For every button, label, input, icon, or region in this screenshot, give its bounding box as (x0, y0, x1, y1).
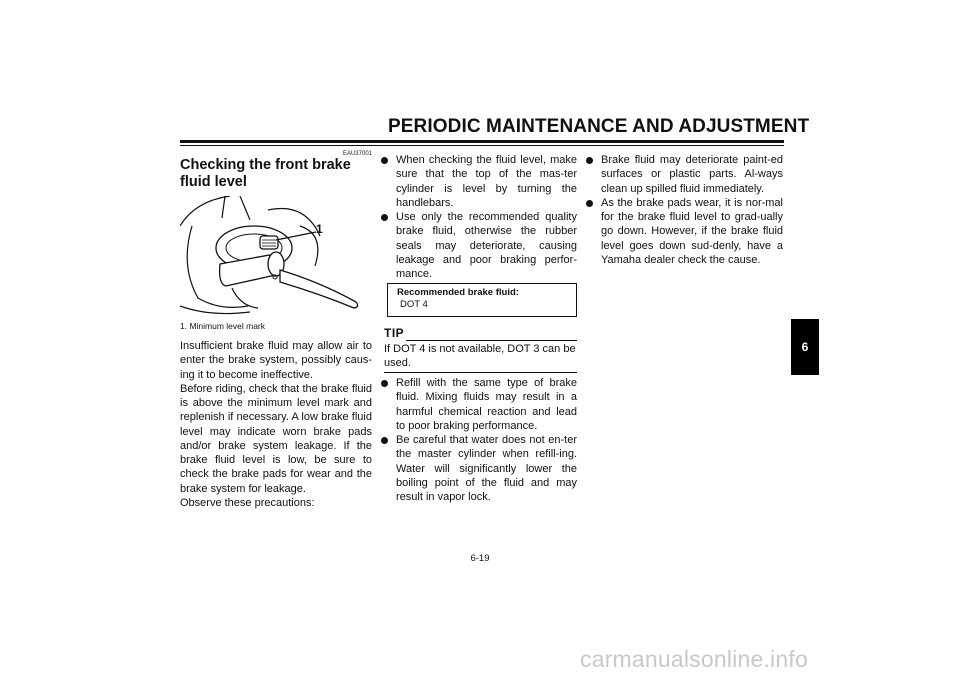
list-item: Use only the recommended quality brake fluid, otherwise the rubber seals may deteriorate, causing leakage and poor braking perfor-mance. (380, 210, 577, 281)
paragraph: Observe these precautions: (180, 496, 315, 509)
section-code: EAU37001 (342, 151, 372, 157)
page-number: 6-19 (470, 553, 490, 564)
list-item: Brake fluid may deteriorate paint-ed surfaces or plastic parts. Al-ways clean up spilled fluid immediately. (585, 153, 783, 196)
tip-label: TIP (384, 326, 405, 340)
spec-box (387, 283, 577, 317)
list-item: Refill with the same type of brake fluid. Mixing fluids may result in a harmful chemical reaction and lead to poor braking performance. (380, 376, 577, 433)
chapter-tab: 6 (791, 319, 819, 375)
sight-glass (260, 236, 278, 249)
housing-edge (240, 196, 250, 220)
brake-lever (280, 270, 358, 308)
housing-edge (222, 196, 225, 218)
callout-number: 1 (316, 222, 323, 236)
title-rule-thin (180, 145, 784, 146)
section-title: Checking the front brake fluid level (180, 157, 351, 190)
cowl-outline (268, 208, 320, 236)
tip-rule (406, 340, 577, 341)
column-2-bullets (380, 153, 577, 281)
list-item: As the brake pads wear, it is nor-mal for the brake fluid level to grad-ually go down. However, if the brake fluid level goes down sud-denly, have a Yamaha dealer check the cause. (585, 196, 783, 267)
spec-label: Recommended brake fluid: (397, 287, 519, 298)
paragraph: Before riding, check that the brake fluid is above the minimum level mark and replenish if necessary. A low brake fluid level may indicate worn brake pads and/or brake system leakage. If the brake fluid level is low, be sure to check the brake pads for wear and the brake system for leakage. (180, 382, 372, 495)
lever-bracket (232, 288, 258, 308)
page-title: PERIODIC MAINTENANCE AND ADJUSTMENT (388, 116, 810, 137)
column-2-bullets-lower (380, 376, 577, 504)
figure-caption: 1. Minimum level mark (180, 321, 266, 331)
brake-reservoir-figure (180, 196, 375, 317)
title-rule (180, 140, 784, 143)
tip-text: If DOT 4 is not available, DOT 3 can be used. (384, 343, 576, 370)
column-3-bullets (585, 153, 783, 267)
list-item: Be careful that water does not en-ter the master cylinder when refill-ing. Water will significantly lower the boiling point of the fluid and may result in vapor lock. (380, 433, 577, 504)
watermark: carmanualsonline.info (580, 646, 808, 672)
spec-value: DOT 4 (400, 299, 428, 310)
list-item: When checking the fluid level, make sure that the top of the mas-ter cylinder is level by turning the handlebars. (380, 153, 577, 210)
column-1 (180, 339, 372, 510)
tip-rule-bottom (384, 372, 577, 373)
paragraph: Insufficient brake fluid may allow air to enter the brake system, possibly caus-ing it to become ineffective. (180, 340, 372, 381)
brake-reservoir-illustration (180, 196, 375, 317)
